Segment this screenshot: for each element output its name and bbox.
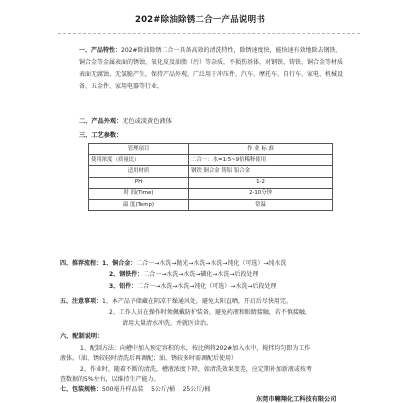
table-cell: 钢铁 铜合金 铸铝 铝合金 [189,166,333,177]
table-header-cell: 作 业 标 准 [189,144,333,155]
preparation-text: 查数据的5%左右，以维持生产能力。 [60,376,160,383]
process-flow-item [60,258,286,267]
table-cell: 温 度(Temp) [89,199,189,210]
table-cell: 常温 [189,199,333,210]
appearance-value: 无色或淡黄色液体 [122,118,172,125]
product-features [79,45,343,93]
process-flow-num: 3、 [109,283,120,290]
process-flow-material: 铜合金： [112,260,137,267]
table-row [89,177,333,188]
table-cell: PH [89,177,189,188]
preparation-label: 六、配制说明： [60,333,104,340]
table-cell: 使用浓度（质量比） [89,155,189,166]
precautions-line [60,296,292,305]
appearance-section [79,116,172,125]
product-features-label: 一、产品特性： [79,47,122,54]
packaging-label: 七、包装规格： [60,386,103,393]
process-flow-label: 四、推荐流程： [60,260,103,267]
precaution-text: 1、本产品予储藏在阴凉干燥通风处，避免太阳直晒，开启后尽快用完。 [102,298,292,305]
process-flow-material: 铝件： [119,283,138,290]
process-flow-steps: 二合一→水洗→水洗→磷化→水洗→后段处理 [143,271,259,278]
table-row [89,155,333,166]
table-row [89,166,333,177]
process-flow-num: 2、 [109,271,120,278]
process-params-label: 三、工艺参数： [79,132,123,139]
table-cell: 时 间(Time) [89,188,189,199]
preparation-text: 1、配制方法：向槽中加入预定容积的水，按比例将202#加入水中，搅拌均匀即为工作 [80,345,311,352]
product-features-text: 202#除油除锈二合一具备高效的清洗特性，除锈速度快，能快速有效地除去钢铁、铜合金等金属表面的锈蚀、氧化皮及油脂（污）等杂质，不损伤基体，对钢铁、铸铁、铜合金等材质表面无腐蚀、无氢脆产生，保持产品外观，广泛用于冲压件、汽车、摩托车、自行车、家电、机械设备、五金件、家用电器等行业。 [79,47,344,90]
table-header-row [89,144,333,155]
packaging-line [60,384,210,393]
table-header-cell: 管理项目 [89,144,189,155]
packaging-option: 500毫升样品装 [102,386,144,393]
process-flow-item [109,281,276,290]
packaging-option: 25公斤/桶 [182,386,211,393]
table-cell: 适用材质 [89,166,189,177]
appearance-label: 二、产品外观： [79,118,123,125]
packaging-option: 5公斤/桶 [151,386,175,393]
table-row [89,199,333,210]
company-name: 东莞市翱翔化工科技有限公司 [256,396,337,403]
process-flow-item [109,269,258,278]
preparation-text: 液体。（油、锈较轻时清洗后再调配；油、锈较多时需调配后使用） [60,355,238,362]
process-flow-steps: 二合一→水洗→抛光→水洗→水洗→钝化（可选）→纯水洗 [136,260,287,267]
document-title: 202#除油除锈二合一产品说明书 [134,15,266,25]
process-params-table [88,143,333,211]
title-divider [58,33,360,34]
table-row [89,188,333,199]
precaution-text: 2、工作人员在操作时须佩戴防护装备，避免药液和眼睛接触，若不慎接触， [109,309,311,316]
precautions-label: 五、注意事项： [60,298,103,305]
precaution-text: 请用大量清水冲洗，并就医诊治。 [122,320,213,327]
table-cell: 2-10分钟 [189,188,333,199]
table-cell: 1-2 [189,177,333,188]
process-flow-num: 1、 [102,260,113,267]
process-flow-material: 钢铁件： [119,271,144,278]
table-cell: 二合一：水=1:5~9倍稀释使用 [189,155,333,166]
preparation-text: 2、作业时，随着不断的清洗，槽液浓度下降，如清洗效果变差，应定期补加新液或按考 [80,366,312,373]
process-flow-steps: 二合一→水洗→水洗→钝化（可选）→水洗→后段处理 [137,283,277,290]
